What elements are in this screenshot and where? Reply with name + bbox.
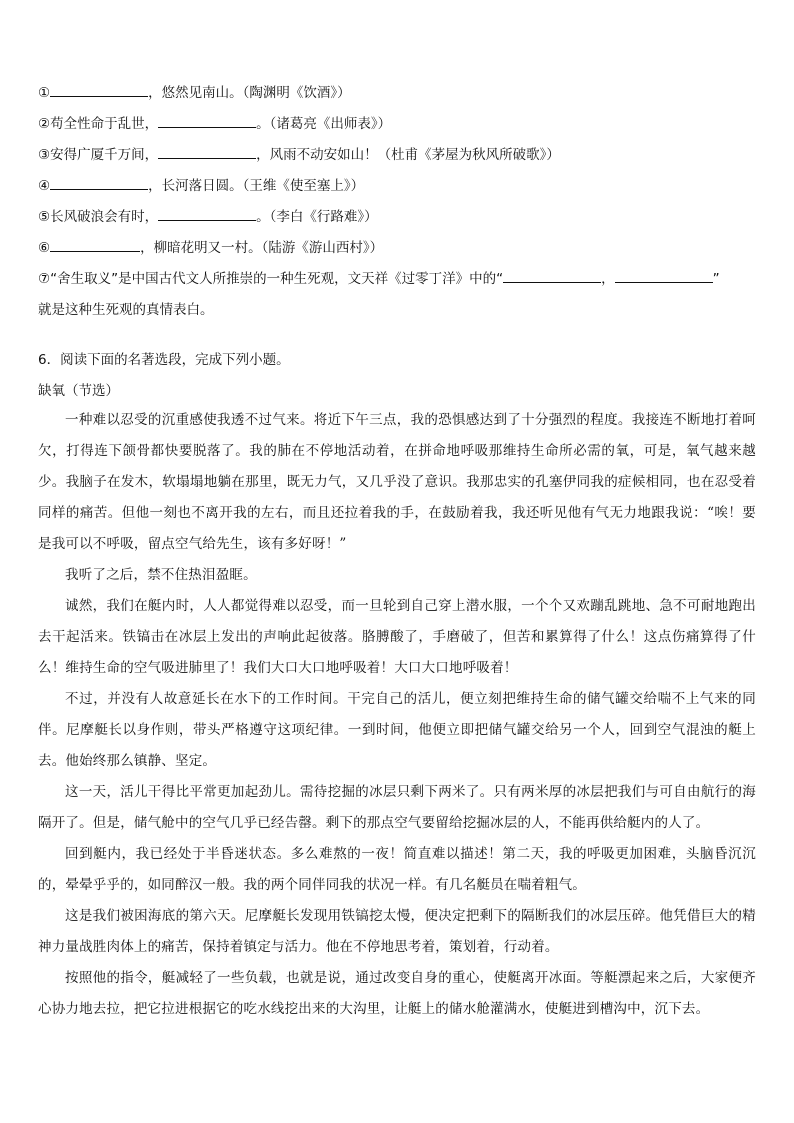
passage-paragraph: 不过，并没有人故意延长在水下的工作时间。干完自己的活儿，便立刻把维持生命的储气罐交给喘不上气来的同伴。尼摩艇长以身作则，带头严格遵守这项纪律。一到时间，他便立即把储气罐交给另一个人，回到空气混浊的艇上去。他始终那么镇静、坚定。 [38,691,756,769]
item-1-suffix: ，悠然见南山。（陶渊明《饮酒》） [148,85,351,101]
item-2-blank[interactable] [158,113,256,128]
item-3 [38,144,560,165]
item-5-prefix: ⑤长风破浪会有时， [38,209,159,225]
passage-paragraph: 我听了之后，禁不住热泪盈眶。 [65,567,257,583]
item-4-prefix: ④ [38,178,51,194]
passage-body [38,405,756,1025]
item-2 [38,113,391,134]
passage-title: 缺氧（节选） [38,383,119,399]
passage-paragraph: 回到艇内，我已经处于半昏迷状态。多么难熬的一夜！简直难以描述！第二天，我的呼吸更加困难，头脑昏沉沉的，晕晕乎乎的，如同醉汉一般。我的两个同伴同我的状况一样。有几名艇员在喘着粗气。 [38,846,756,893]
passage-paragraph: 这一天，活儿干得比平常更加起劲儿。需待挖掘的冰层只剩下两米了。只有两米厚的冰层把我们与可自由航行的海隔开了。但是，储气舱中的空气几乎已经告罄。剩下的那点空气要留给挖掘冰层的人，不能再供给艇内的人了。 [38,784,756,831]
passage-paragraph: 一种难以忍受的沉重感使我透不过气来。将近下午三点，我的恐惧感达到了十分强烈的程度。我接连不断地打着呵欠，打得连下颌骨都快要脱落了。我的肺在不停地活动着，在拼命地呼吸那维持生命所必需的氧，可是，氧气越来越少。我脑子在发木，软塌塌地躺在那里，既无力气，又几乎没了意识。我那忠实的孔塞伊同我的症候相同，也在忍受着同样的痛苦。但他一刻也不离开我的左右，而且还拉着我的手，在鼓励着我，我还听见他有气无力地跟我说：“唉！要是我可以不呼吸，留点空气给先生，该有多好呀！” [38,412,756,552]
item-1 [38,82,351,103]
item-5-blank[interactable] [158,206,256,221]
item-7-quote-close: ” [712,271,720,287]
item-5 [38,206,378,227]
passage-paragraph: 这是我们被困海底的第六天。尼摩艇长发现用铁镐挖太慢，便决定把剩下的隔断我们的冰层压碎。他凭借巨大的精神力量战胜肉体上的痛苦，保持着镇定与活力。他在不停地思考着，策划着，行动着。 [38,908,756,955]
item-4-blank[interactable] [50,175,148,190]
item-6-blank[interactable] [50,237,140,252]
passage-paragraph: 诚然，我们在艇内时，人人都觉得难以忍受，而一旦轮到自己穿上潜水服，一个个又欢蹦乱跳地、急不可耐地跑出去干起活来。铁镐击在冰层上发出的声响此起彼落。胳膊酸了，手磨破了，但苦和累算得了什么！这点伤痛算得了什么！维持生命的空气吸进肺里了！我们大口大口地呼吸着！大口大口地呼吸着！ [38,598,756,676]
passage-paragraph: 按照他的指令，艇减轻了一些负载，也就是说，通过改变自身的重心，使艇离开冰面。等艇漂起来之后，大家便齐心协力地去拉，把它拉进根据它的吃水线挖出来的大沟里，让艇上的储水舱灌满水，使艇进到槽沟中，沉下去。 [38,970,756,1017]
item-3-prefix: ③安得广厦千万间， [38,147,159,163]
item-7-line-2: 就是这种生死观的真情表白。 [38,302,214,318]
item-3-suffix: ，风雨不动安如山！（杜甫《茅屋为秋风所破歌》） [256,147,560,163]
item-4-suffix: ，长河落日圆。（王维《使至塞上》） [148,178,365,194]
item-7 [38,268,720,289]
item-4 [38,175,364,196]
item-5-suffix: 。（李白《行路难》） [256,209,378,225]
item-1-blank[interactable] [50,82,148,97]
item-6-prefix: ⑥ [38,240,51,256]
item-2-prefix: ②苟全性命于乱世， [38,116,159,132]
item-2-suffix: 。（诸葛亮《出师表》） [256,116,392,132]
item-6 [38,237,383,258]
item-7-blank-2[interactable] [615,268,713,283]
question-6-heading: 6．阅读下面的名著选段，完成下列小题。 [38,352,290,368]
item-7-prefix: ⑦“舍生取义”是中国古代文人所推崇的一种生死观，文天祥《过零丁洋》中的“ [38,271,504,287]
item-1-prefix: ① [38,85,51,101]
item-7-blank-1[interactable] [503,268,601,283]
item-7-comma: ， [601,271,615,287]
item-6-suffix: ，柳暗花明又一村。（陆游《游山西村》） [140,240,384,256]
item-3-blank[interactable] [158,144,256,159]
